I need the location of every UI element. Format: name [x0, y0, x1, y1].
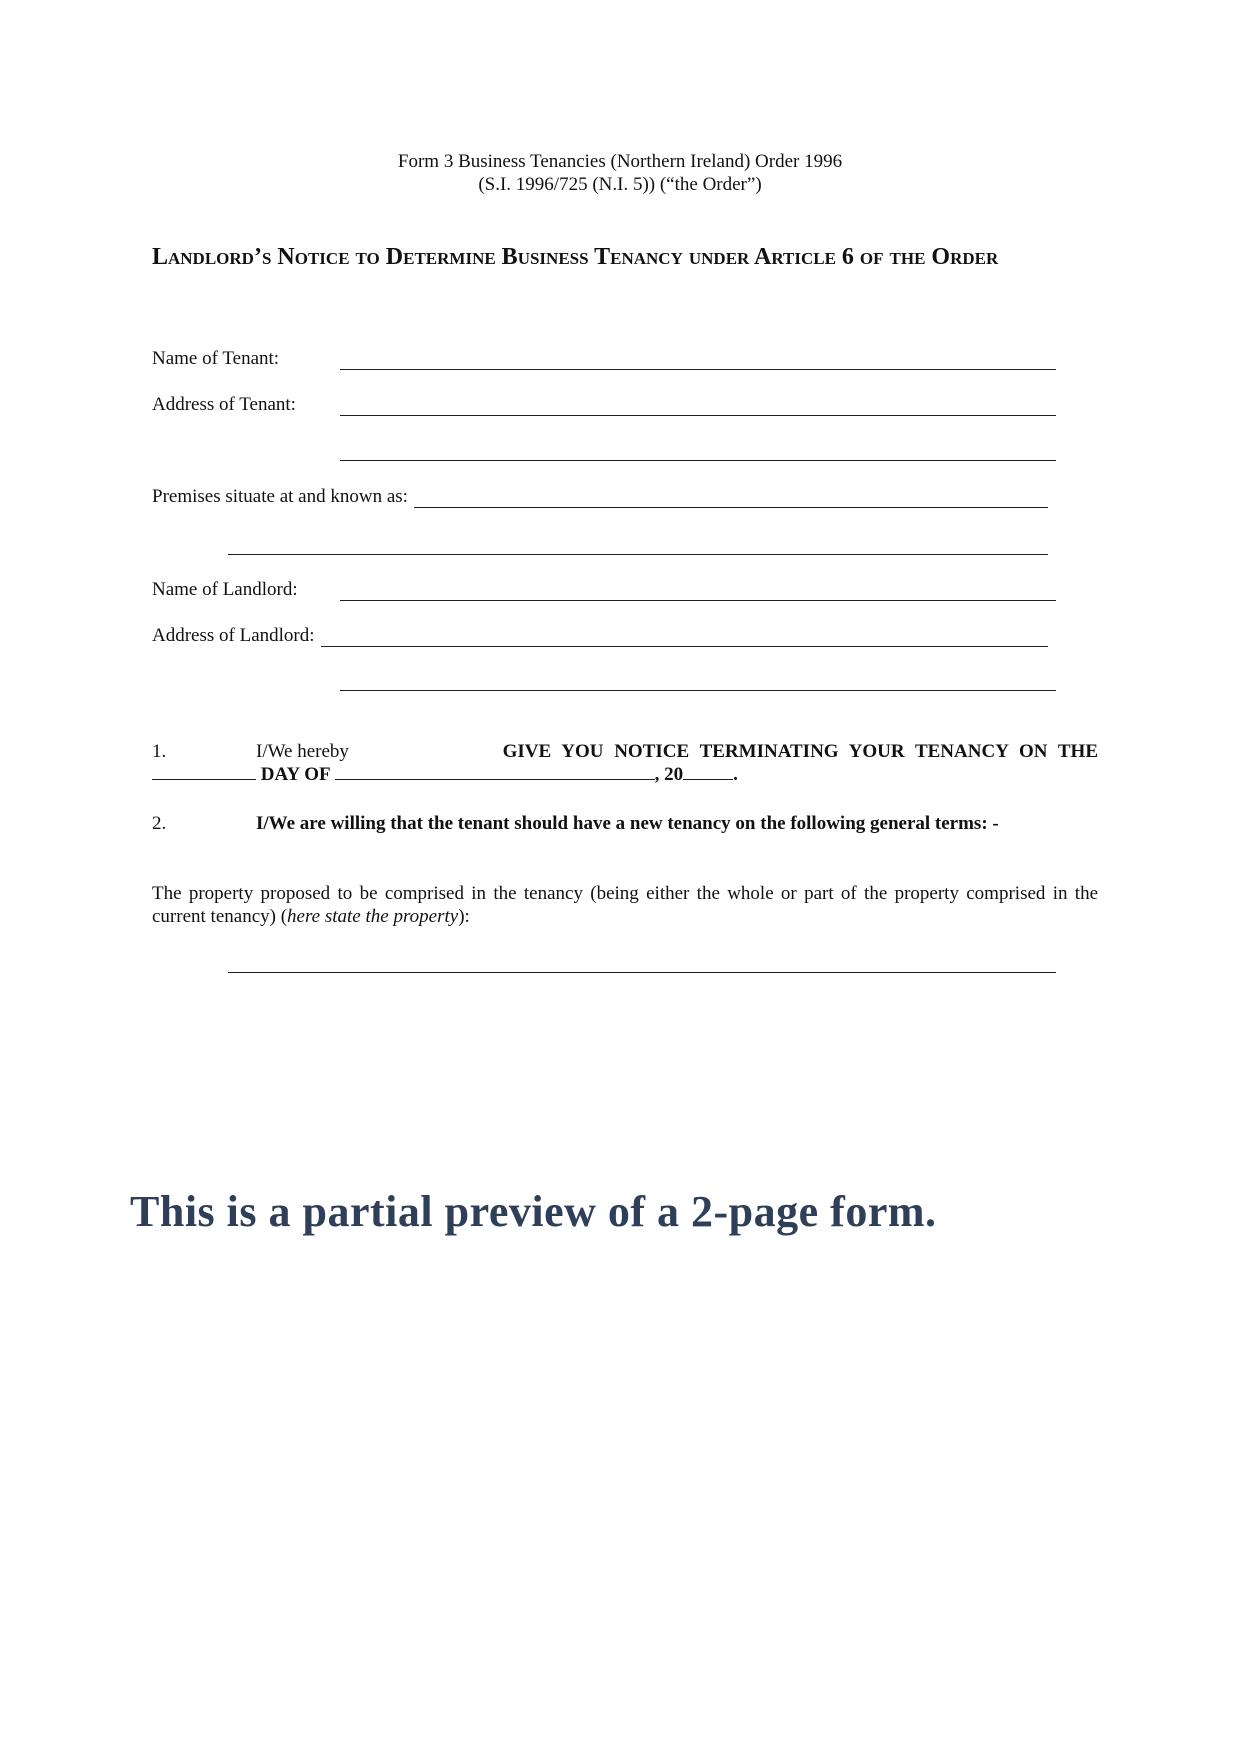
item-2-number: 2. — [152, 813, 167, 834]
tenant-name-blank[interactable] — [340, 351, 1056, 370]
premises-label: Premises situate at and known as: — [152, 486, 408, 507]
premises-field — [152, 484, 1048, 508]
tenant-name-label: Name of Tenant: — [152, 348, 280, 369]
item-1-number: 1. — [152, 741, 167, 762]
tenant-address-blank-2[interactable] — [340, 442, 1056, 461]
month-blank[interactable] — [335, 763, 655, 780]
item-2 — [152, 812, 1098, 835]
year-blank[interactable] — [683, 763, 733, 780]
tenant-address-field — [152, 392, 1056, 416]
item-1-notice: GIVE YOU NOTICE TERMINATING YOUR TENANCY ON THE — [502, 741, 1098, 762]
item-2-text: I/We are willing that the tenant should have a new tenancy on the following general terms: - — [256, 813, 999, 834]
landlord-name-blank[interactable] — [340, 582, 1056, 601]
property-description — [152, 882, 1098, 928]
landlord-name-label: Name of Landlord: — [152, 579, 298, 600]
premises-blank[interactable] — [414, 489, 1048, 508]
day-blank[interactable] — [152, 763, 256, 780]
item-1 — [152, 740, 1098, 786]
document-title: Landlord’s Notice to Determine Business Tenancy under Article 6 of the Order — [152, 244, 999, 270]
form-reference — [0, 150, 1240, 196]
landlord-address-blank[interactable] — [321, 628, 1048, 647]
tenant-name-field — [152, 346, 1056, 370]
property-end: ): — [458, 906, 470, 927]
property-italic: here state the property — [287, 906, 459, 927]
landlord-address-blank-2[interactable] — [340, 672, 1056, 691]
tenant-address-blank[interactable] — [340, 397, 1056, 416]
property-text: The property proposed to be comprised in the tenancy (being either the whole or part of the property comprised in the current tenancy) ( — [152, 883, 1098, 927]
landlord-name-field — [152, 577, 1056, 601]
header-line-2: (S.I. 1996/725 (N.I. 5)) (“the Order”) — [478, 174, 762, 195]
property-blank[interactable] — [228, 954, 1056, 973]
header-line-1: Form 3 Business Tenancies (Northern Ireland) Order 1996 — [397, 151, 843, 172]
tenant-address-label: Address of Tenant: — [152, 394, 296, 415]
landlord-address-label: Address of Landlord: — [152, 625, 315, 646]
year-prefix: , 20 — [654, 764, 684, 785]
preview-banner: This is a partial preview of a 2-page form. — [130, 1187, 937, 1236]
item-1-lead: I/We hereby — [256, 741, 349, 762]
day-of-label: DAY OF — [260, 764, 330, 785]
landlord-address-field — [152, 623, 1048, 647]
item-1-end: . — [733, 764, 738, 785]
premises-blank-2[interactable] — [228, 536, 1048, 555]
